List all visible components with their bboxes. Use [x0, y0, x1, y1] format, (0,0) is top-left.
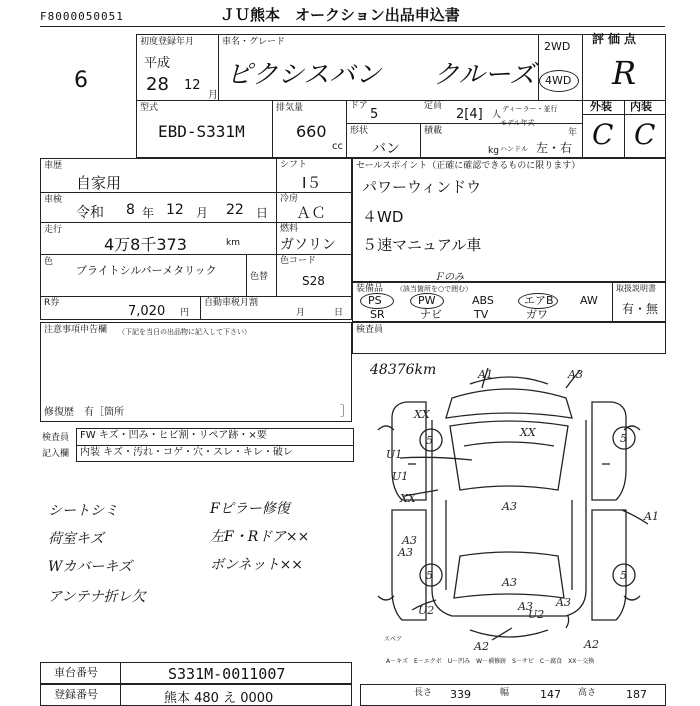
manual-label: 取扱説明書 — [616, 284, 656, 293]
repair-history: 修復歴 有［箇所 — [44, 407, 124, 418]
check-label-1: 検査員 — [42, 433, 70, 443]
svg-text:U2: U2 — [418, 604, 435, 617]
load-label: 積載 — [424, 126, 443, 136]
header-rule — [40, 26, 665, 27]
note-right-1: Fピラー修復 — [210, 501, 290, 517]
tax-month-unit: 月 — [296, 308, 306, 318]
drive-4wd: 4WD — [545, 74, 572, 87]
sales-point-line-2: ４WD — [362, 208, 404, 226]
recycle-value: 7,020 — [128, 304, 166, 319]
first-registration-year: 28 — [146, 74, 169, 95]
equip-tv: TV — [474, 308, 489, 321]
handle-label: ハンドル — [500, 145, 528, 153]
equipment-handwritten: Ｆのみ — [434, 272, 464, 283]
equip-aw: AW — [580, 294, 598, 307]
tax-label: 自動車税月割 — [204, 298, 259, 308]
form-title: ＪＵ熊本 オークション出品申込書 — [220, 6, 460, 24]
inspector-frame — [352, 322, 666, 354]
body-shape-label: 形状 — [350, 126, 369, 136]
car-damage-diagram — [352, 360, 666, 660]
inspection-year-unit: 年 — [142, 206, 155, 220]
score-label: 評価点 — [592, 32, 641, 46]
equipment-note: （該当箇所を○で囲む） — [396, 285, 473, 293]
diagram-legend: A－キズ E－エクボ U－凹み W－補修跡 S－サビ C－腐食 XX－交換 — [386, 658, 595, 665]
svg-text:XX: XX — [520, 426, 536, 439]
svg-text:A3: A3 — [568, 368, 583, 381]
sales-point-label: セールスポイント（正確に確認できるものに限ります） — [356, 161, 581, 171]
check-label-2: 記入欄 — [42, 449, 70, 459]
registration-label: 登録番号 — [54, 688, 98, 701]
check-row-1: FW キズ・凹み・ヒビ割・リペア跡・×要 — [80, 430, 267, 441]
drive-2wd: 2WD — [544, 40, 571, 53]
svg-text:A3: A3 — [402, 534, 417, 547]
equip-sr: SR — [370, 308, 385, 321]
svg-text:A3: A3 — [502, 500, 517, 513]
exterior-value: C — [592, 118, 614, 151]
capacity-unit: 人 — [492, 110, 502, 120]
serial-number: F8000050051 — [40, 10, 124, 23]
shift-value: I５ — [302, 174, 322, 192]
notes-sub: （下記を当日の出品物に記入して下さい） — [118, 328, 251, 336]
inspection-day: 22 — [226, 202, 244, 218]
svg-text:5: 5 — [426, 434, 433, 447]
model-year-unit: 年 — [568, 128, 578, 138]
equip-pw: PW — [418, 294, 436, 307]
chassis-label: 車台番号 — [54, 666, 98, 679]
svg-text:5: 5 — [426, 569, 433, 582]
first-registration-month-unit: 月 — [208, 90, 218, 101]
color-label: 色 — [44, 257, 54, 267]
mileage-unit: km — [226, 238, 240, 248]
aircon-label: 冷房 — [280, 194, 299, 204]
equip-pw-circle — [410, 293, 444, 309]
recycle-label: R券 — [44, 298, 60, 308]
body-shape-value: バン — [372, 141, 400, 157]
displacement-unit: cc — [332, 141, 343, 152]
width-label: 幅 — [500, 688, 510, 698]
tax-day-unit: 日 — [334, 308, 344, 318]
note-right-3: ボンネット×× — [210, 557, 304, 573]
color-code-value: S28 — [302, 274, 325, 288]
handle-value: 左・右 — [536, 141, 573, 155]
color-change-label: 色替 — [250, 272, 269, 282]
equip-airbag: エアB — [524, 294, 554, 307]
first-registration-month: 12 — [184, 78, 201, 93]
equip-abs: ABS — [472, 294, 494, 307]
usage-value: 自家用 — [76, 174, 122, 192]
interior-label: 内装 — [630, 100, 652, 113]
car-name-value: ピクシスバン クルーズ — [226, 60, 536, 90]
length-label: 長さ — [414, 688, 433, 698]
doors-value: 5 — [370, 107, 379, 122]
svg-text:A3: A3 — [556, 596, 571, 609]
equip-ps-circle — [360, 293, 394, 309]
car-name-label: 車名・グレード — [222, 37, 286, 47]
recycle-unit: 円 — [180, 308, 190, 318]
manual-value: 有・無 — [622, 302, 659, 316]
chassis-value: S331M-0011007 — [168, 665, 286, 683]
width-value: 147 — [540, 688, 561, 701]
dimensions-frame — [360, 684, 666, 706]
displacement-value: 660 — [296, 122, 327, 141]
svg-text:A3: A3 — [502, 576, 517, 589]
usage-label: 車歴 — [44, 161, 63, 171]
model-label: 型式 — [140, 103, 159, 113]
svg-text:5: 5 — [620, 432, 627, 445]
registration-value: 熊本 480 え 0000 — [164, 691, 274, 706]
note-right-2: 左F・Rドア×× — [210, 529, 310, 545]
score-value: R — [612, 54, 637, 92]
svg-text:A3: A3 — [518, 600, 533, 613]
sales-point-line-3: ５速マニュアル車 — [362, 236, 482, 254]
inspection-era: 令和 — [76, 205, 104, 221]
inspection-day-unit: 日 — [256, 206, 269, 220]
first-registration-era: 平成 — [144, 56, 171, 71]
svg-text:A2: A2 — [584, 638, 599, 651]
svg-text:A3: A3 — [398, 546, 413, 559]
capacity-label: 定員 — [424, 101, 443, 111]
displacement-label: 排気量 — [276, 103, 304, 113]
svg-text:XX: XX — [414, 408, 430, 421]
color-value: ブライトシルバーメタリック — [76, 264, 217, 277]
exterior-label: 外装 — [590, 100, 612, 113]
svg-text:U1: U1 — [392, 470, 409, 483]
first-registration-label: 初度登録年月 — [140, 37, 195, 47]
dealer-label: ディーラー・並行 — [502, 105, 558, 113]
load-unit: kg — [488, 146, 499, 156]
equip-ps: PS — [368, 294, 382, 307]
length-value: 339 — [450, 688, 471, 701]
aircon-value: ＡＣ — [296, 204, 327, 222]
svg-text:A2: A2 — [474, 640, 489, 653]
sales-point-line-1: パワーウィンドウ — [362, 178, 482, 196]
equip-navi: ナビ — [420, 308, 442, 321]
svg-text:U2: U2 — [528, 608, 545, 621]
capacity-value: 2[4] — [456, 107, 483, 122]
model-value: EBD-S331M — [158, 122, 245, 141]
svg-text:A1: A1 — [478, 368, 493, 381]
inspection-label: 車検 — [44, 195, 63, 205]
height-label: 高さ — [578, 688, 597, 698]
equipment-label: 装備品 — [356, 284, 384, 294]
note-left-3: Wカバーキズ — [48, 559, 133, 575]
svg-text:U1: U1 — [386, 448, 403, 461]
note-left-4: アンテナ折レ欠 — [48, 589, 146, 605]
svg-text:XX: XX — [400, 492, 416, 505]
equip-airbag-circle — [518, 293, 558, 309]
mileage-handwritten: 48376km — [370, 362, 437, 378]
equip-gawa: ガワ — [526, 308, 548, 321]
mileage-label: 走行 — [44, 225, 63, 235]
fuel-value: ガソリン — [280, 237, 336, 253]
mileage-value: 4万8千373 — [104, 235, 187, 254]
inspection-month: 12 — [166, 202, 184, 218]
interior-value: C — [634, 118, 656, 151]
svg-text:A1: A1 — [644, 510, 659, 523]
shift-label: シフト — [280, 160, 308, 170]
inspection-month-unit: 月 — [196, 206, 209, 220]
fuel-label: 燃料 — [280, 224, 299, 234]
inspector-label: 検査員 — [356, 325, 384, 335]
notes-label: 注意事項申告欄 — [44, 325, 108, 335]
color-code-label: 色コード — [280, 256, 317, 266]
svg-text:5: 5 — [620, 569, 627, 582]
note-left-1: シートシミ — [48, 503, 118, 519]
note-left-2: 荷室キズ — [48, 531, 104, 547]
model-year-label: モデル年式 — [500, 119, 535, 127]
doors-label: ドア — [350, 101, 368, 111]
lot-number: 6 — [74, 68, 88, 93]
diagram-spare-label: スペア — [384, 636, 403, 643]
inspection-year: 8 — [126, 202, 135, 218]
height-value: 187 — [626, 688, 647, 701]
check-row-2: 内装 キズ・汚れ・コゲ・穴・スレ・キレ・破レ — [80, 447, 293, 458]
